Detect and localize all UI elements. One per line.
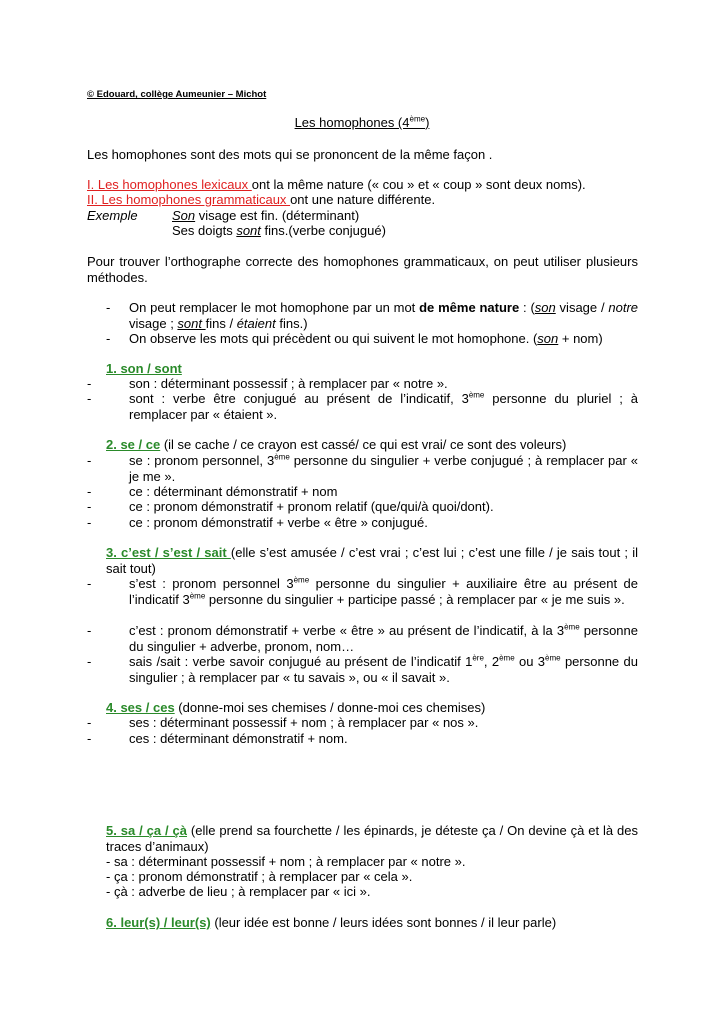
- section-6-heading: 6. leur(s) / leur(s) (leur idée est bonne / leurs idées sont bonnes / il leur parle): [106, 915, 557, 930]
- section-4-title: 4. ses / ces: [106, 700, 175, 715]
- example-line-2: Ses doigts sont fins.(verbe conjugué): [172, 223, 386, 238]
- section-3-heading: 3. c’est / s’est / sait (elle s’est amusée / c’est vrai ; c’est lui ; c’est une fille / je sais tout ; il sait tout): [106, 545, 638, 576]
- page-title: Les homophones (4ème): [294, 114, 430, 130]
- section-1-title: 1. son / sont: [106, 361, 182, 376]
- section-5-title: 5. sa / ça / çà: [106, 823, 188, 838]
- definition-grammatical: II. Les homophones grammaticaux ont une nature différente.: [87, 192, 436, 207]
- section-5-item-1: - sa : déterminant possessif + nom ; à remplacer par « notre ».: [106, 854, 466, 869]
- section-2-heading: 2. se / ce (il se cache / ce crayon est cassé/ ce qui est vrai/ ce sont des voleurs): [106, 437, 567, 452]
- section-3-title: 3. c’est / s’est / sait: [106, 545, 231, 560]
- methods-intro-paragraph: Pour trouver l’orthographe correcte des homophones grammaticaux, on peut utiliser plusieurs méthodes.: [87, 254, 638, 285]
- section-5-heading: 5. sa / ça / çà (elle prend sa fourchette / les épinards, je déteste ça / On devine çà et là des traces d’animaux): [106, 823, 638, 854]
- intro-text: Les homophones sont des mots qui se prononcent de la même façon .: [87, 147, 493, 162]
- section-6-title: 6. leur(s) / leur(s): [106, 915, 211, 930]
- section-2-title: 2. se / ce: [106, 437, 161, 452]
- section-5-item-3: - çà : adverbe de lieu ; à remplacer par « ici ».: [106, 884, 371, 899]
- section-5-item-2: - ça : pronom démonstratif ; à remplacer par « cela ».: [106, 869, 413, 884]
- example-line-1: Son visage est fin. (déterminant): [172, 208, 360, 223]
- copyright-header: © Edouard, collège Aumeunier – Michot: [87, 89, 267, 100]
- lexical-label: I. Les homophones lexicaux: [87, 177, 252, 192]
- example-label: Exemple: [87, 208, 138, 223]
- grammatical-label: II. Les homophones grammaticaux: [87, 192, 291, 207]
- document-page: © Edouard, collège Aumeunier – Michot Les homophones (4ème) Les homophones sont des mots qui se prononcent de la même façon . I. Les homophones lexicaux ont la même nature (« cou » et « coup » sont deux noms). II. Les homophones grammaticaux ont une nature différente. Exemple Son visage est fin. (déterminant) Ses doigts sont fins.(verbe conjugué) Pour trouver l’orthographe correcte des homophones grammaticaux, on peut utiliser plusieurs méthodes. - On peut remplacer le mot homophone par un mot de même nature : (son visage / notre visage ; sont fins / étaient fins.) - On observe les mots qui précèdent ou qui suivent le mot homophone. (son + nom) 1. son / sont - son : déterminant possessif ; à remplacer par « notre ». - sont : verbe être conjugué au présent de l’indicatif, 3ème personne du pluriel ; à remplacer par « étaient ». 2. se / ce (il se cache / ce crayon est cassé/ ce qui est vrai/ ce sont des voleurs) - se : pronom personnel, 3ème personne du singulier + verbe conjugué ; à remplacer par « je me ». - ce : déterminant démonstratif + nom - ce : pronom démonstratif + pronom relatif (que/qui/à quoi/dont). - ce : pronom démonstratif + verbe « être » conjugué. 3. c’est / s’est / sait (elle s’est amusée / c’est vrai ; c’est lui ; c’est une fille / je sais tout ; il sait tout) - s’est : pronom personnel 3ème personne du singulier + auxiliaire être au présent de l’indicatif 3ème personne du singulier + participe passé ; à remplacer par « je me suis ». - c’est : pronom démonstratif + verbe « être » au présent de l’indicatif, à la 3ème personne du singulier + adverbe, pronom, nom… - sais /sait : verbe savoir conjugué au présent de l’indicatif 1ère, 2ème ou 3ème personne du singulier ; à remplacer par « tu savais », ou « il savait ». 4. ses / ces (donne-moi ses chemises / donne-moi ces chemises) - ses : déterminant possessif + nom ; à remplacer par « nos ». - ces : déterminant démonstratif + nom. 5. sa / ça / çà (elle prend sa fourchette / les épinards, je déteste ça / On devine çà et là des traces d’animaux) - sa : déterminant possessif + nom ; à remplacer par « notre ». - ça : pronom démonstratif ; à remplacer par « cela ». - çà : adverbe de lieu ; à remplacer par « ici ». 6. leur(s) / leur(s) (leur idée est bonne / leurs idées sont bonnes / il leur parle): [0, 0, 724, 1024]
- definition-lexical: I. Les homophones lexicaux ont la même nature (« cou » et « coup » sont deux noms).: [87, 177, 586, 192]
- section-4-heading: 4. ses / ces (donne-moi ses chemises / donne-moi ces chemises): [106, 700, 486, 715]
